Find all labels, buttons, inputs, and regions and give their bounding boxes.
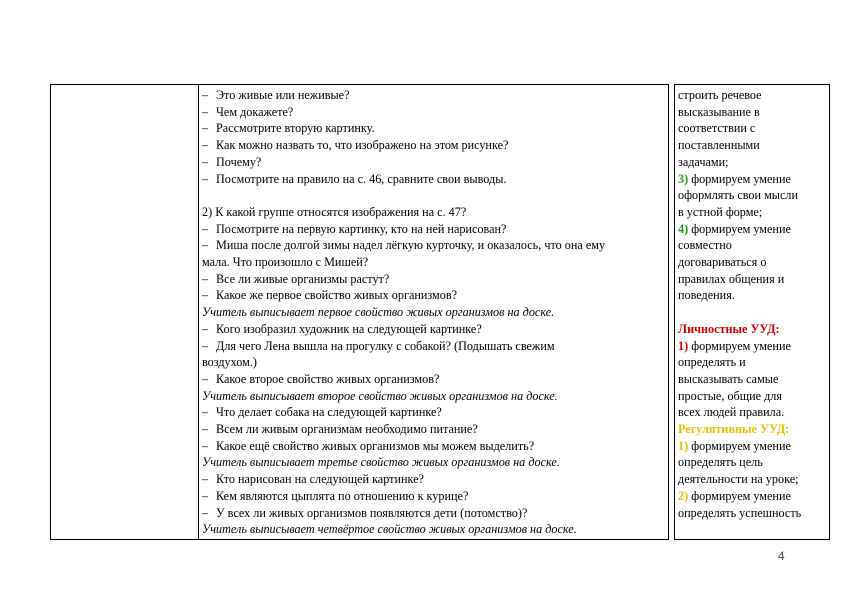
list-item: – Кем являются цыплята по отношению к курице? (202, 488, 469, 503)
teacher-note: Учитель выписывает третье свойство живых организмов на доске. (202, 455, 560, 470)
item-number: 4) (678, 221, 689, 236)
list-item: – Кого изобразил художник на следующей картинке? (202, 321, 482, 336)
page-number: 4 (778, 549, 785, 563)
skills-text: деятельности на уроке; (678, 472, 799, 487)
list-item: – Почему? (202, 154, 262, 169)
skills-item: 4) формируем умение (678, 221, 791, 236)
list-item: – Миша после долгой зимы надел лёгкую курточку, и оказалось, что она ему (202, 238, 606, 253)
section-heading-regulatory: Регулятивные УУД: (678, 422, 790, 437)
skills-text: строить речевое (678, 88, 762, 102)
list-item: – Что делает собака на следующей картинке? (202, 405, 442, 420)
teacher-note: Учитель выписывает второе свойство живых организмов на доске. (202, 388, 558, 403)
list-item: – Рассмотрите вторую картинку. (202, 121, 375, 136)
list-item: – У всех ли живых организмов появляются дети (потомство)? (202, 505, 528, 520)
list-item: – Какое второе свойство живых организмов? (202, 371, 440, 386)
skills-item: 3) формируем умение (678, 171, 791, 186)
list-item: – Всем ли живым организмам необходимо питание? (202, 422, 478, 437)
skills-text: определять и (678, 355, 746, 370)
skills-text: высказывание в (678, 104, 760, 119)
skills-text: соответствии с (678, 121, 756, 136)
skills-text: всех людей правила. (678, 405, 785, 420)
skills-text: поставленными (678, 138, 760, 153)
skills-item: 2) формируем умение (678, 488, 791, 503)
section-heading-personal: Личностные УУД: (678, 321, 780, 336)
skills-text: в устной форме; (678, 204, 763, 219)
skills-item: 1) формируем умение (678, 338, 791, 353)
list-item: – Посмотрите на правило на с. 46, сравните свои выводы. (202, 171, 507, 186)
section-question: 2) К какой группе относятся изображения на с. 47? (202, 204, 467, 219)
skills-text: договариваться о (678, 255, 767, 270)
skills-text: задачами; (678, 154, 729, 169)
item-number: 2) (678, 488, 689, 503)
list-item: – Чем докажете? (202, 104, 294, 119)
lesson-table (50, 84, 830, 540)
skills-text: поведения. (678, 288, 735, 303)
item-number: 3) (678, 171, 689, 186)
skills-text: определять успешность (678, 505, 802, 520)
list-item-continuation: воздухом.) (202, 355, 257, 370)
column-divider-1 (198, 84, 199, 540)
skills-text: совместно (678, 238, 732, 253)
skills-text: простые, общие для (678, 388, 782, 403)
teacher-note: Учитель выписывает четвёртое свойство живых организмов на доске. (202, 522, 577, 537)
list-item: – Какое ещё свойство живых организмов мы можем выделить? (202, 438, 535, 453)
item-number: 1) (678, 338, 689, 353)
dialogue-column (202, 87, 667, 538)
list-item: – Какое же первое свойство живых организмов? (202, 288, 458, 303)
item-number: 1) (678, 438, 689, 453)
skills-text: определять цель (678, 455, 763, 470)
skills-text: оформлять свои мысли (678, 188, 798, 203)
skills-column (678, 87, 830, 521)
list-item: – Кто нарисован на следующей картинке? (202, 472, 424, 487)
list-item-continuation: мала. Что произошло с Мишей? (202, 255, 369, 270)
skills-item: 1) формируем умение (678, 438, 791, 453)
list-item: – Посмотрите на первую картинку, кто на ней нарисован? (202, 221, 507, 236)
list-item: – Для чего Лена вышла на прогулку с собакой? (Подышать свежим (202, 338, 555, 353)
list-item: – Как можно назвать то, что изображено на этом рисунке? (202, 138, 509, 153)
list-item: – Это живые или неживые? (202, 88, 350, 102)
teacher-note: Учитель выписывает первое свойство живых организмов на доске. (202, 305, 555, 320)
skills-text: высказывать самые (678, 371, 779, 386)
list-item: – Все ли живые организмы растут? (202, 271, 390, 286)
skills-text: правилах общения и (678, 271, 785, 286)
